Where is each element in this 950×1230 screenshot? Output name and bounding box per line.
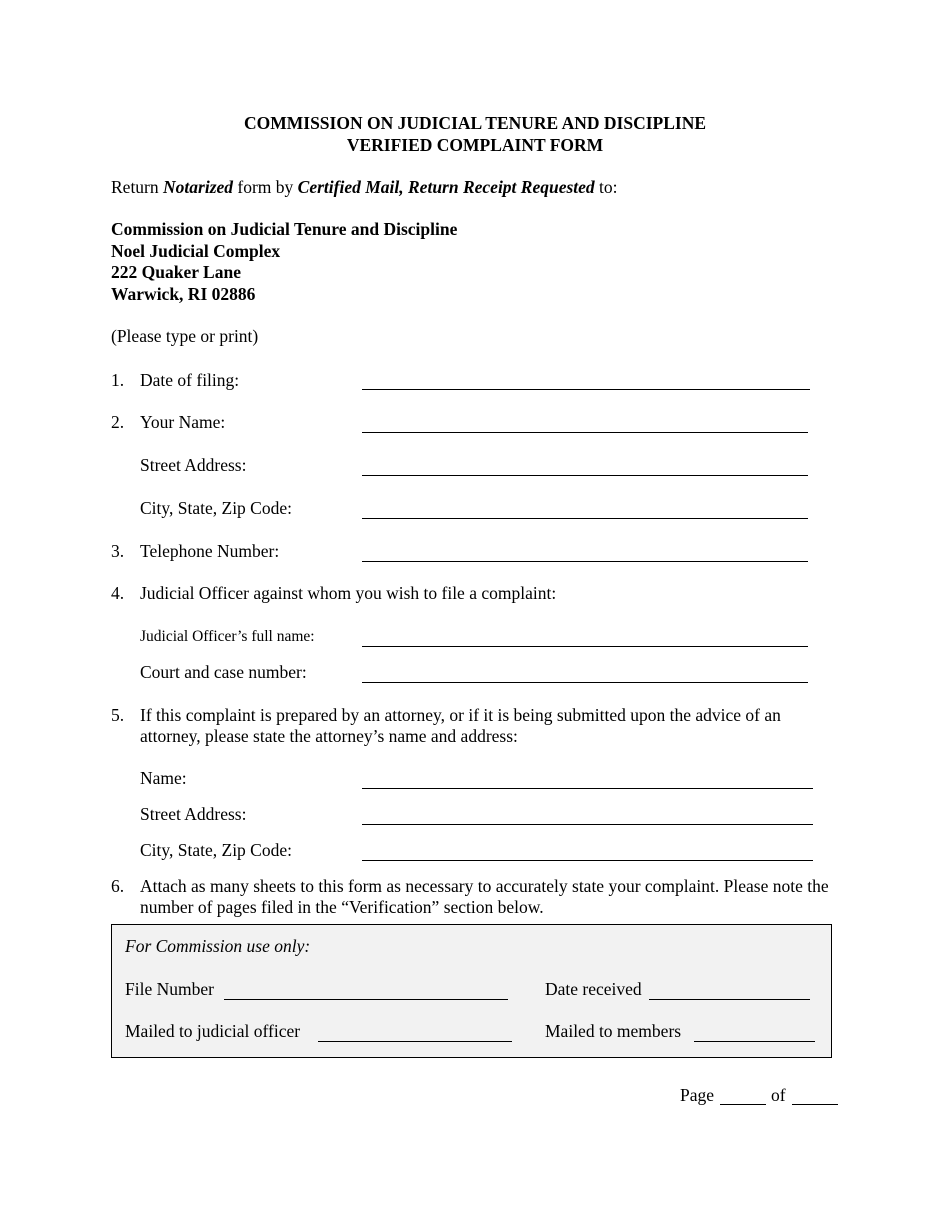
mailed-officer-label: Mailed to judicial officer [125,1021,301,1041]
file-number-field[interactable] [224,999,508,1000]
item-number-5: 5. [111,705,125,725]
instructions-notarized: Notarized [163,177,234,197]
judicial-officer-name-label: Judicial Officer’s full name: [140,628,315,645]
street-address-label: Street Address: [140,455,247,475]
instructions-prefix: Return [111,177,164,197]
mailed-members-label: Mailed to members [545,1021,682,1041]
of-label: of [771,1085,786,1105]
attorney-street-label: Street Address: [140,804,247,824]
item-number-6: 6. [111,876,125,896]
date-of-filing-label: Date of filing: [140,370,240,390]
item-number-4: 4. [111,583,125,603]
address-line-2: Noel Judicial Complex [111,241,281,261]
form-subtitle: VERIFIED COMPLAINT FORM [346,135,604,155]
judicial-officer-intro: Judicial Officer against whom you wish to file a complaint: [140,583,557,603]
instructions-suffix: to: [594,177,618,197]
telephone-label: Telephone Number: [140,541,280,561]
attorney-name-label: Name: [140,768,187,788]
date-of-filing-field[interactable] [362,389,810,390]
court-case-field[interactable] [362,682,808,683]
mailed-officer-field[interactable] [318,1041,512,1042]
return-instructions [111,177,618,198]
page-number-field[interactable] [720,1104,766,1105]
your-name-field[interactable] [362,432,808,433]
form-title: COMMISSION ON JUDICIAL TENURE AND DISCIPLINE [243,113,707,133]
address-line-3: 222 Quaker Lane [111,262,241,282]
telephone-field[interactable] [362,561,808,562]
commission-use-heading: For Commission use only: [125,936,311,956]
city-state-zip-label: City, State, Zip Code: [140,498,292,518]
attorney-name-field[interactable] [362,788,813,789]
judicial-officer-name-field[interactable] [362,646,808,647]
item-number-2: 2. [111,412,125,432]
item-number-3: 3. [111,541,125,561]
instructions-middle: form by [233,177,298,197]
page-label: Page [680,1085,715,1105]
attorney-intro: If this complaint is prepared by an attorney, or if it is being submitted upon the advice of an attorney, please state the attorney’s name and address: [140,705,781,746]
mailed-members-field[interactable] [694,1041,815,1042]
address-line-1: Commission on Judicial Tenure and Discipline [111,219,458,239]
attorney-city-label: City, State, Zip Code: [140,840,292,860]
instructions-certified: Certified Mail, Return Receipt Requested [297,177,595,197]
type-print-note: (Please type or print) [111,326,259,346]
attach-instructions: Attach as many sheets to this form as necessary to accurately state your complaint. Please note the number of pages filed in the “Verification” section below. [140,876,829,917]
item-number-1: 1. [111,370,125,390]
commission-use-box [111,924,832,1058]
file-number-label: File Number [125,979,214,999]
your-name-label: Your Name: [140,412,226,432]
street-address-field[interactable] [362,475,808,476]
attorney-street-field[interactable] [362,824,813,825]
court-case-label: Court and case number: [140,662,307,682]
city-state-zip-field[interactable] [362,518,808,519]
address-line-4: Warwick, RI 02886 [111,284,256,304]
date-received-field[interactable] [649,999,810,1000]
total-pages-field[interactable] [792,1104,838,1105]
date-received-label: Date received [545,979,642,999]
attorney-city-field[interactable] [362,860,813,861]
